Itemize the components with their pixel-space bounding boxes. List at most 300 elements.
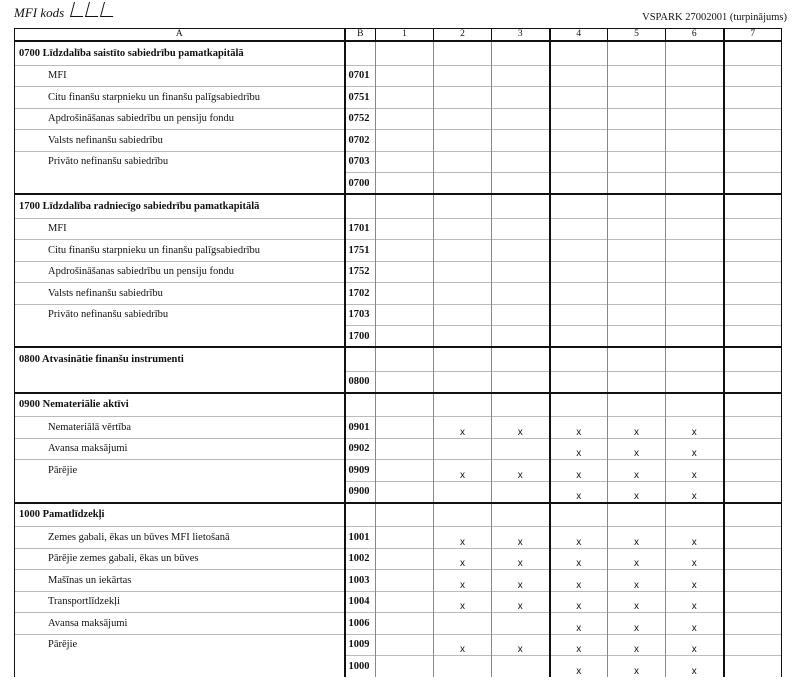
data-cell-col-3[interactable]	[492, 347, 550, 371]
data-cell-col-7[interactable]	[724, 240, 782, 262]
data-cell-col-4[interactable]	[550, 108, 608, 130]
data-cell-col-1[interactable]	[376, 151, 434, 173]
not-applicable-mark: x	[691, 448, 697, 459]
table-row	[15, 570, 782, 592]
data-cell-col-6[interactable]	[666, 417, 724, 439]
row-label: Citu finanšu starpnieku un finanšu palīgsabiedrību	[15, 87, 345, 109]
data-cell-col-1[interactable]	[376, 261, 434, 283]
data-cell-col-4[interactable]	[550, 393, 608, 417]
data-cell-col-7[interactable]	[724, 41, 782, 65]
data-cell-col-6[interactable]	[666, 591, 724, 613]
row-label: Nemateriālā vērtība	[15, 417, 345, 439]
table-row	[15, 304, 782, 326]
column-header-2: 2	[434, 29, 492, 42]
data-cell-col-6[interactable]	[666, 371, 724, 393]
data-cell-col-2[interactable]	[434, 151, 492, 173]
data-cell-col-4[interactable]	[550, 371, 608, 393]
form-header	[0, 0, 799, 28]
data-cell-col-4[interactable]	[550, 527, 608, 549]
data-cell-col-2[interactable]	[434, 503, 492, 527]
not-applicable-mark: x	[691, 558, 697, 569]
data-cell-col-3[interactable]	[492, 527, 550, 549]
data-cell-col-6[interactable]	[666, 304, 724, 326]
form-code: VSPARK 27002001 (turpinājums)	[642, 12, 787, 23]
data-cell-col-3[interactable]	[492, 591, 550, 613]
total-row	[15, 371, 782, 393]
data-cell-col-3[interactable]	[492, 634, 550, 656]
data-cell-col-1[interactable]	[376, 460, 434, 482]
column-header-a: A	[15, 29, 345, 42]
data-cell-col-7[interactable]	[724, 438, 782, 460]
data-cell-col-2[interactable]	[434, 173, 492, 195]
data-cell-col-7[interactable]	[724, 194, 782, 218]
data-cell-col-4[interactable]	[550, 570, 608, 592]
data-cell-col-4[interactable]	[550, 240, 608, 262]
table-row	[15, 87, 782, 109]
data-cell-col-2[interactable]	[434, 613, 492, 635]
data-cell-col-1[interactable]	[376, 438, 434, 460]
data-cell-col-1[interactable]	[376, 173, 434, 195]
row-label: Apdrošināšanas sabiedrību un pensiju fondu	[15, 108, 345, 130]
data-cell-col-4[interactable]	[550, 151, 608, 173]
row-label: 1700 Līdzdalība radniecīgo sabiedrību pamatkapitālā	[15, 194, 345, 218]
data-cell-col-6[interactable]	[666, 634, 724, 656]
data-cell-col-6[interactable]	[666, 613, 724, 635]
data-cell-col-6[interactable]	[666, 261, 724, 283]
not-applicable-mark: x	[460, 601, 465, 612]
data-cell-col-7[interactable]	[724, 481, 782, 503]
data-cell-col-3[interactable]	[492, 41, 550, 65]
data-cell-col-6[interactable]	[666, 503, 724, 527]
not-applicable-mark: x	[634, 536, 639, 548]
data-cell-col-1[interactable]	[376, 481, 434, 503]
data-cell-col-4[interactable]	[550, 65, 608, 87]
data-cell-col-6[interactable]	[666, 194, 724, 218]
row-code: 0901	[345, 417, 376, 439]
data-cell-col-3[interactable]	[492, 173, 550, 195]
data-cell-col-4[interactable]	[550, 613, 608, 635]
data-cell-col-2[interactable]	[434, 240, 492, 262]
table-row	[15, 613, 782, 635]
row-code: 0800	[345, 371, 376, 393]
row-label	[15, 173, 345, 195]
data-cell-col-7[interactable]	[724, 108, 782, 130]
data-cell-col-6[interactable]	[666, 393, 724, 417]
data-cell-col-4[interactable]	[550, 481, 608, 503]
data-cell-col-1[interactable]	[376, 240, 434, 262]
data-cell-col-2[interactable]	[434, 591, 492, 613]
data-cell-col-1[interactable]	[376, 108, 434, 130]
not-applicable-mark: x	[634, 448, 639, 459]
row-label	[15, 481, 345, 503]
data-cell-col-3[interactable]	[492, 393, 550, 417]
row-label	[15, 656, 345, 678]
not-applicable-mark: x	[576, 490, 582, 502]
data-cell-col-1[interactable]	[376, 570, 434, 592]
row-code: 0703	[345, 151, 376, 173]
data-cell-col-4[interactable]	[550, 130, 608, 152]
data-cell-col-7[interactable]	[724, 417, 782, 439]
data-cell-col-2[interactable]	[434, 347, 492, 371]
data-cell-col-6[interactable]	[666, 108, 724, 130]
data-cell-col-5[interactable]	[608, 218, 666, 240]
data-cell-col-2[interactable]	[434, 548, 492, 570]
data-cell-col-4[interactable]	[550, 634, 608, 656]
data-cell-col-1[interactable]	[376, 417, 434, 439]
data-cell-col-4[interactable]	[550, 438, 608, 460]
data-cell-col-3[interactable]	[492, 481, 550, 503]
data-cell-col-5[interactable]	[608, 261, 666, 283]
not-applicable-mark: x	[517, 558, 523, 569]
data-cell-col-5[interactable]	[608, 393, 666, 417]
data-cell-col-2[interactable]	[434, 527, 492, 549]
data-cell-col-1[interactable]	[376, 283, 434, 305]
data-cell-col-3[interactable]	[492, 261, 550, 283]
column-header-7: 7	[724, 29, 782, 42]
data-cell-col-2[interactable]	[434, 481, 492, 503]
row-code	[345, 393, 376, 417]
data-cell-col-3[interactable]	[492, 613, 550, 635]
table-row	[15, 261, 782, 283]
column-header-3: 3	[492, 29, 550, 42]
data-cell-col-5[interactable]	[608, 548, 666, 570]
row-label: Valsts nefinanšu sabiedrību	[15, 283, 345, 305]
table-row	[15, 240, 782, 262]
data-cell-col-2[interactable]	[434, 130, 492, 152]
data-cell-col-4[interactable]	[550, 460, 608, 482]
row-code: 1000	[345, 656, 376, 678]
table-row	[15, 283, 782, 305]
data-cell-col-2[interactable]	[434, 304, 492, 326]
data-cell-col-3[interactable]	[492, 130, 550, 152]
data-cell-col-5[interactable]	[608, 371, 666, 393]
data-cell-col-3[interactable]	[492, 283, 550, 305]
data-cell-col-6[interactable]	[666, 130, 724, 152]
data-cell-col-7[interactable]	[724, 283, 782, 305]
data-cell-col-1[interactable]	[376, 613, 434, 635]
data-cell-col-1[interactable]	[376, 65, 434, 87]
data-cell-col-4[interactable]	[550, 304, 608, 326]
not-applicable-mark: x	[576, 448, 582, 459]
data-cell-col-2[interactable]	[434, 283, 492, 305]
data-cell-col-7[interactable]	[724, 591, 782, 613]
data-cell-col-5[interactable]	[608, 173, 666, 195]
data-cell-col-7[interactable]	[724, 527, 782, 549]
data-cell-col-7[interactable]	[724, 503, 782, 527]
data-cell-col-2[interactable]	[434, 393, 492, 417]
data-cell-col-5[interactable]	[608, 438, 666, 460]
data-cell-col-5[interactable]	[608, 570, 666, 592]
row-code: 0752	[345, 108, 376, 130]
data-cell-col-2[interactable]	[434, 108, 492, 130]
not-applicable-mark: x	[460, 644, 465, 655]
data-cell-col-6[interactable]	[666, 656, 724, 678]
data-cell-col-2[interactable]	[434, 261, 492, 283]
data-cell-col-3[interactable]	[492, 417, 550, 439]
data-cell-col-7[interactable]	[724, 371, 782, 393]
data-cell-col-2[interactable]	[434, 460, 492, 482]
data-cell-col-7[interactable]	[724, 151, 782, 173]
row-code	[345, 347, 376, 371]
data-cell-col-6[interactable]	[666, 218, 724, 240]
data-cell-col-4[interactable]	[550, 656, 608, 678]
total-row	[15, 173, 782, 195]
row-code: 1009	[345, 634, 376, 656]
data-cell-col-1[interactable]	[376, 656, 434, 678]
row-code: 1751	[345, 240, 376, 262]
data-cell-col-2[interactable]	[434, 634, 492, 656]
table-row	[15, 218, 782, 240]
data-cell-col-6[interactable]	[666, 481, 724, 503]
not-applicable-mark: x	[691, 579, 697, 591]
data-cell-col-4[interactable]	[550, 326, 608, 348]
data-cell-col-6[interactable]	[666, 347, 724, 371]
not-applicable-mark: x	[460, 469, 465, 481]
data-cell-col-2[interactable]	[434, 87, 492, 109]
data-cell-col-3[interactable]	[492, 108, 550, 130]
data-cell-col-2[interactable]	[434, 417, 492, 439]
data-cell-col-2[interactable]	[434, 194, 492, 218]
data-cell-col-1[interactable]	[376, 326, 434, 348]
data-cell-col-5[interactable]	[608, 194, 666, 218]
table-row	[15, 438, 782, 460]
row-code: 1752	[345, 261, 376, 283]
data-cell-col-3[interactable]	[492, 218, 550, 240]
data-cell-col-1[interactable]	[376, 218, 434, 240]
data-cell-col-5[interactable]	[608, 65, 666, 87]
data-cell-col-1[interactable]	[376, 591, 434, 613]
not-applicable-mark: x	[517, 644, 523, 655]
data-cell-col-4[interactable]	[550, 218, 608, 240]
not-applicable-mark: x	[576, 579, 582, 591]
data-cell-col-7[interactable]	[724, 548, 782, 570]
row-code: 0701	[345, 65, 376, 87]
not-applicable-mark: x	[691, 601, 697, 612]
data-cell-col-7[interactable]	[724, 656, 782, 678]
data-cell-col-2[interactable]	[434, 65, 492, 87]
total-row	[15, 656, 782, 678]
data-cell-col-6[interactable]	[666, 460, 724, 482]
data-cell-col-2[interactable]	[434, 570, 492, 592]
data-cell-col-5[interactable]	[608, 41, 666, 65]
not-applicable-mark: x	[460, 536, 465, 548]
data-cell-col-4[interactable]	[550, 87, 608, 109]
mfi-code-label: MFI kods	[14, 5, 65, 20]
data-cell-col-3[interactable]	[492, 194, 550, 218]
not-applicable-mark: x	[691, 666, 697, 677]
not-applicable-mark: x	[576, 666, 582, 677]
data-cell-col-2[interactable]	[434, 371, 492, 393]
data-cell-col-7[interactable]	[724, 304, 782, 326]
data-cell-col-1[interactable]	[376, 527, 434, 549]
section-row	[15, 347, 782, 371]
data-cell-col-3[interactable]	[492, 656, 550, 678]
not-applicable-mark: x	[576, 644, 582, 655]
data-cell-col-5[interactable]	[608, 503, 666, 527]
table-body	[15, 41, 782, 677]
row-label: Pārējie	[15, 634, 345, 656]
data-cell-col-1[interactable]	[376, 393, 434, 417]
data-cell-col-3[interactable]	[492, 240, 550, 262]
data-cell-col-2[interactable]	[434, 326, 492, 348]
data-cell-col-5[interactable]	[608, 283, 666, 305]
data-cell-col-4[interactable]	[550, 41, 608, 65]
data-cell-col-2[interactable]	[434, 41, 492, 65]
data-cell-col-7[interactable]	[724, 393, 782, 417]
not-applicable-mark: x	[517, 426, 523, 438]
column-header-6: 6	[666, 29, 724, 42]
data-cell-col-4[interactable]	[550, 548, 608, 570]
data-cell-col-7[interactable]	[724, 570, 782, 592]
row-label: Mašīnas un iekārtas	[15, 570, 345, 592]
data-cell-col-6[interactable]	[666, 173, 724, 195]
not-applicable-mark: x	[691, 644, 697, 655]
data-cell-col-7[interactable]	[724, 261, 782, 283]
data-cell-col-7[interactable]	[724, 65, 782, 87]
data-cell-col-6[interactable]	[666, 151, 724, 173]
data-cell-col-5[interactable]	[608, 326, 666, 348]
table-row	[15, 460, 782, 482]
data-cell-col-3[interactable]	[492, 371, 550, 393]
row-label: Avansa maksājumi	[15, 613, 345, 635]
table-row	[15, 108, 782, 130]
row-code: 0909	[345, 460, 376, 482]
not-applicable-mark: x	[576, 558, 582, 569]
data-cell-col-4[interactable]	[550, 417, 608, 439]
column-header-row	[15, 29, 782, 42]
data-cell-col-3[interactable]	[492, 151, 550, 173]
data-cell-col-7[interactable]	[724, 326, 782, 348]
not-applicable-mark: x	[634, 558, 639, 569]
data-cell-col-7[interactable]	[724, 218, 782, 240]
data-cell-col-1[interactable]	[376, 194, 434, 218]
not-applicable-mark: x	[576, 601, 582, 612]
data-cell-col-7[interactable]	[724, 613, 782, 635]
table-row	[15, 548, 782, 570]
data-cell-col-1[interactable]	[376, 347, 434, 371]
data-cell-col-7[interactable]	[724, 347, 782, 371]
data-cell-col-2[interactable]	[434, 218, 492, 240]
data-cell-col-1[interactable]	[376, 87, 434, 109]
section-row	[15, 393, 782, 417]
report-table	[14, 28, 782, 677]
data-cell-col-5[interactable]	[608, 634, 666, 656]
not-applicable-mark: x	[576, 536, 582, 548]
data-cell-col-4[interactable]	[550, 503, 608, 527]
not-applicable-mark: x	[460, 426, 465, 438]
data-cell-col-7[interactable]	[724, 173, 782, 195]
data-cell-col-7[interactable]	[724, 634, 782, 656]
table-row	[15, 591, 782, 613]
data-cell-col-7[interactable]	[724, 130, 782, 152]
data-cell-col-5[interactable]	[608, 87, 666, 109]
data-cell-col-1[interactable]	[376, 130, 434, 152]
row-code: 1006	[345, 613, 376, 635]
data-cell-col-3[interactable]	[492, 503, 550, 527]
row-label: Transportlīdzekļi	[15, 591, 345, 613]
data-cell-col-3[interactable]	[492, 548, 550, 570]
data-cell-col-2[interactable]	[434, 656, 492, 678]
data-cell-col-5[interactable]	[608, 417, 666, 439]
data-cell-col-6[interactable]	[666, 326, 724, 348]
data-cell-col-4[interactable]	[550, 347, 608, 371]
row-code: 1001	[345, 527, 376, 549]
data-cell-col-4[interactable]	[550, 591, 608, 613]
data-cell-col-6[interactable]	[666, 548, 724, 570]
not-applicable-mark: x	[517, 469, 523, 481]
data-cell-col-6[interactable]	[666, 438, 724, 460]
data-cell-col-5[interactable]	[608, 304, 666, 326]
data-cell-col-3[interactable]	[492, 65, 550, 87]
data-cell-col-4[interactable]	[550, 173, 608, 195]
data-cell-col-6[interactable]	[666, 41, 724, 65]
data-cell-col-5[interactable]	[608, 591, 666, 613]
mfi-code-slots[interactable]	[72, 2, 117, 21]
data-cell-col-1[interactable]	[376, 503, 434, 527]
data-cell-col-7[interactable]	[724, 460, 782, 482]
data-cell-col-4[interactable]	[550, 194, 608, 218]
data-cell-col-6[interactable]	[666, 570, 724, 592]
row-code: 0900	[345, 481, 376, 503]
row-label	[15, 371, 345, 393]
data-cell-col-6[interactable]	[666, 527, 724, 549]
data-cell-col-1[interactable]	[376, 634, 434, 656]
not-applicable-mark: x	[691, 536, 697, 548]
data-cell-col-5[interactable]	[608, 656, 666, 678]
row-label: Valsts nefinanšu sabiedrību	[15, 130, 345, 152]
data-cell-col-3[interactable]	[492, 460, 550, 482]
column-header-b: B	[345, 29, 376, 42]
data-cell-col-1[interactable]	[376, 371, 434, 393]
data-cell-col-3[interactable]	[492, 304, 550, 326]
data-cell-col-1[interactable]	[376, 41, 434, 65]
section-row	[15, 41, 782, 65]
data-cell-col-5[interactable]	[608, 240, 666, 262]
data-cell-col-5[interactable]	[608, 460, 666, 482]
data-cell-col-7[interactable]	[724, 87, 782, 109]
data-cell-col-5[interactable]	[608, 481, 666, 503]
data-cell-col-6[interactable]	[666, 283, 724, 305]
data-cell-col-1[interactable]	[376, 304, 434, 326]
data-cell-col-4[interactable]	[550, 283, 608, 305]
data-cell-col-5[interactable]	[608, 613, 666, 635]
row-code: 0702	[345, 130, 376, 152]
row-code: 1703	[345, 304, 376, 326]
row-code: 1003	[345, 570, 376, 592]
data-cell-col-3[interactable]	[492, 570, 550, 592]
row-code: 1701	[345, 218, 376, 240]
data-cell-col-1[interactable]	[376, 548, 434, 570]
data-cell-col-5[interactable]	[608, 527, 666, 549]
data-cell-col-3[interactable]	[492, 87, 550, 109]
data-cell-col-5[interactable]	[608, 130, 666, 152]
data-cell-col-5[interactable]	[608, 108, 666, 130]
data-cell-col-3[interactable]	[492, 438, 550, 460]
data-cell-col-6[interactable]	[666, 240, 724, 262]
data-cell-col-5[interactable]	[608, 347, 666, 371]
row-label: Zemes gabali, ēkas un būves MFI lietošanā	[15, 527, 345, 549]
data-cell-col-6[interactable]	[666, 65, 724, 87]
row-label: MFI	[15, 65, 345, 87]
not-applicable-mark: x	[576, 469, 582, 481]
data-cell-col-5[interactable]	[608, 151, 666, 173]
data-cell-col-4[interactable]	[550, 261, 608, 283]
not-applicable-mark: x	[517, 601, 523, 612]
data-cell-col-2[interactable]	[434, 438, 492, 460]
not-applicable-mark: x	[460, 558, 465, 569]
data-cell-col-6[interactable]	[666, 87, 724, 109]
data-cell-col-3[interactable]	[492, 326, 550, 348]
